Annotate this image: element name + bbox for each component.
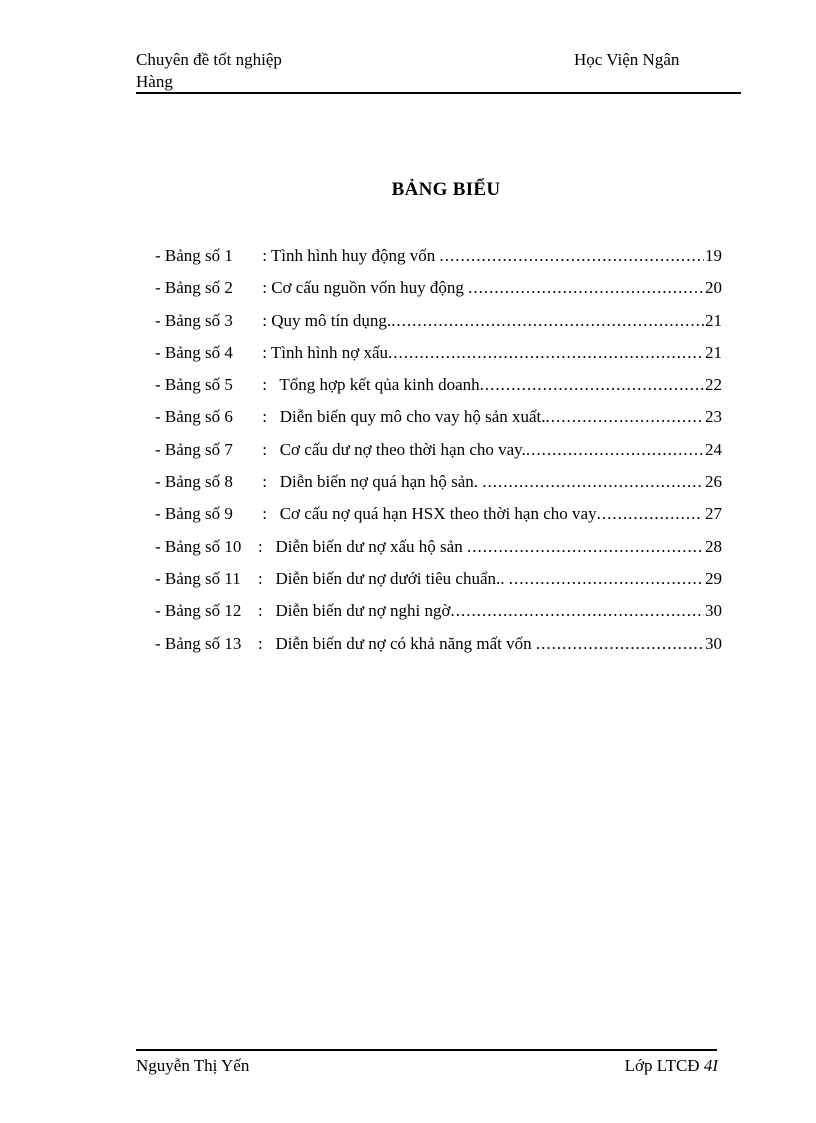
toc-row-page-number: 30 xyxy=(705,633,722,653)
toc-row-leader xyxy=(536,634,704,654)
toc-row-page-number: 19 xyxy=(705,246,722,265)
toc-row-label: - Bảng số 7 xyxy=(155,439,233,459)
toc-row-leader xyxy=(526,440,704,460)
toc-row xyxy=(155,634,722,666)
toc-row-page-number: 21 xyxy=(705,310,722,330)
toc-row-title: : Diễn biến dư nợ có khả năng mất vốn xyxy=(258,633,536,653)
toc-row-title: : Diễn biến dư nợ dưới tiêu chuẩn.. xyxy=(258,568,509,588)
toc-row-title: : Tổng hợp kết qủa kinh doanh xyxy=(258,375,480,395)
toc-row-label: - Bảng số 8 xyxy=(155,472,233,492)
footer-rule xyxy=(136,1049,717,1051)
toc-row xyxy=(155,375,722,407)
toc-row-leader xyxy=(388,343,704,363)
toc-row xyxy=(155,504,722,536)
toc-row xyxy=(155,537,722,569)
toc-row-leader xyxy=(391,311,704,331)
toc-row-title: : Diễn biến nợ quá hạn hộ sản. xyxy=(258,472,483,492)
toc-row-page-number: 24 xyxy=(705,439,722,459)
page-title: BẢNG BIỂU xyxy=(391,179,501,200)
toc-row-page-number: 22 xyxy=(705,375,722,395)
toc-row-leader xyxy=(467,537,704,557)
toc-row-title: : Quy mô tín dụng. xyxy=(258,310,392,330)
toc-row-label: - Bảng số 3 xyxy=(155,310,233,330)
footer-class xyxy=(625,1056,718,1076)
toc-row-page-number: 30 xyxy=(705,601,722,621)
footer-author: Nguyễn Thị Yến xyxy=(136,1056,250,1075)
toc-row-page-number: 20 xyxy=(705,278,722,298)
toc-row-title: : Diễn biến dư nợ xấu hộ sản xyxy=(258,536,467,556)
toc-row-page-number: 29 xyxy=(705,568,722,588)
header-thesis-label: Chuyên đề tốt nghiệp xyxy=(136,50,282,69)
toc-row-label: - Bảng số 4 xyxy=(155,342,233,362)
footer-class-prefix: Lớp LTCĐ xyxy=(624,1056,704,1075)
toc-row-leader xyxy=(482,472,704,492)
toc-row xyxy=(155,440,722,472)
toc-row-title: : Cơ cấu nguồn vốn huy động xyxy=(258,278,469,298)
header-rule xyxy=(136,92,741,94)
toc-row-leader xyxy=(480,375,704,395)
toc-row-page-number: 28 xyxy=(705,536,722,556)
toc-row-leader xyxy=(440,246,705,266)
toc-row-leader xyxy=(509,569,704,589)
toc-row xyxy=(155,569,722,601)
toc-row-title: : Tình hình huy động vốn xyxy=(258,246,440,265)
toc-row-label: - Bảng số 11 xyxy=(155,568,241,588)
toc-row xyxy=(155,343,722,375)
toc-row-page-number: 21 xyxy=(705,342,722,362)
toc-row-leader xyxy=(468,278,704,298)
toc-row-title: : Diễn biến dư nợ nghi ngờ xyxy=(258,601,451,621)
toc-row-label: - Bảng số 5 xyxy=(155,375,233,395)
toc-row xyxy=(155,246,722,278)
toc-row-title: : Tình hình nợ xấu xyxy=(258,342,389,362)
header-left xyxy=(136,49,282,93)
toc-row-label: - Bảng số 10 xyxy=(155,536,242,556)
header-institution: Học Viện Ngân xyxy=(574,50,680,69)
toc-row-label: - Bảng số 12 xyxy=(155,601,242,621)
toc-row-title: : Cơ cấu dư nợ theo thời hạn cho vay. xyxy=(258,439,526,459)
toc-row-label: - Bảng số 6 xyxy=(155,407,233,427)
toc-row-title: : Diễn biến quy mô cho vay hộ sản xuất. xyxy=(258,407,546,427)
toc-row-page-number: 26 xyxy=(705,472,722,492)
table-list xyxy=(155,246,722,666)
toc-row xyxy=(155,311,722,343)
toc-row-leader xyxy=(546,407,704,427)
toc-row-label: - Bảng số 9 xyxy=(155,504,233,524)
toc-row-title: : Cơ cấu nợ quá hạn HSX theo thời hạn cho vay xyxy=(258,504,597,524)
toc-row xyxy=(155,278,722,310)
footer-class-suffix: 4I xyxy=(703,1056,718,1075)
toc-row-label: - Bảng số 13 xyxy=(155,633,242,653)
toc-row-label: - Bảng số 1 xyxy=(155,246,233,265)
toc-row-page-number: 27 xyxy=(700,504,722,524)
toc-row-page-number: 23 xyxy=(705,407,722,427)
toc-row-leader xyxy=(597,504,700,524)
toc-row xyxy=(155,601,722,633)
toc-row xyxy=(155,407,722,439)
toc-row xyxy=(155,472,722,504)
header-thesis-label-cont: Hàng xyxy=(136,72,173,91)
toc-row-leader xyxy=(450,601,704,621)
toc-row-label: - Bảng số 2 xyxy=(155,278,233,298)
